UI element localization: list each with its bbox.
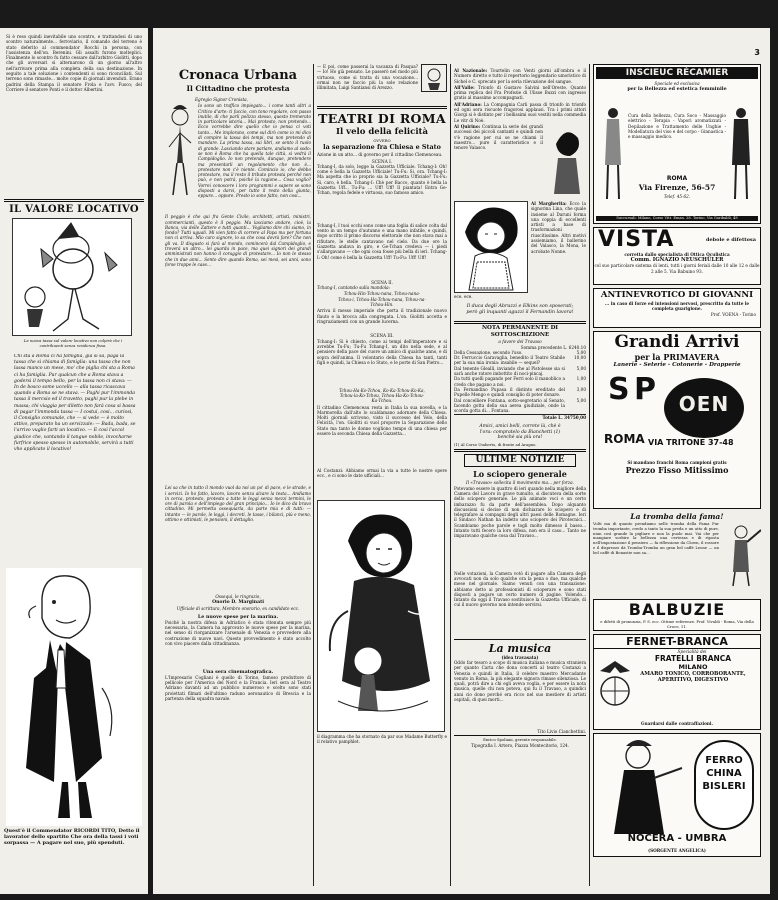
divider — [4, 199, 144, 202]
ad4-line: Lanerie - Seterie - Cotonerie - Drapperie — [613, 362, 741, 368]
sott-total: Totale L. 34750,00 — [454, 414, 586, 420]
sub-text-marina: Poiché la nostra difesa in Adriatico è stata ritenuta sempre più necessaria, la Camera ha approvato le nuove spese per la marina, nel senso di riorganizzare l'arsenale di Venezia e provvedere alla costruzione di nuove navi. Questo provvedimento è stato accolto con vivo piacere dalla cittadinanza. — [165, 619, 311, 647]
scene-2-more: Arriva il messo imperiale che porta il tradizionale nuovo flauto e la brocca alla congregata. L'on. Giolitti accetta e ringraziamenti con un grande lucerna. — [317, 308, 447, 324]
sott-row-text: Dal concelliere Fontana, sotto-segretario al Senato, facendo gotta della sua aerea giudiziale, onde la scorda gotta di... Fontana. — [454, 397, 565, 414]
sott-row-text: Dr. Ferruccio Garavaglia, benedito il Teatro Stabile per la sua mia ironia: insabile — sequel? — [454, 355, 565, 366]
ad3-line: ... in caso di forze ed intensioni nervosi, prescritto da tutte le completa guarigione. — [604, 301, 750, 312]
song: Tchou-Hin-Tchou-nana, Tchou-nana-Tchou-i, Tchou-Ha-Tchou-nana, Tchou-na-Tchou-Hin. — [338, 291, 426, 308]
margherita-label: Al Margherita: — [531, 200, 567, 206]
divider — [454, 735, 586, 736]
ad4-line2: Si mandano franchi Roma campioni gratis — [627, 460, 727, 465]
closing-text: Il cittadino Clemenceau resta in Italia la sua novella, e la Marmorella dall'alto lo scaldamano adornare della Chiesa. Molti giornali scrivono, visto il successo del Velo, della Felicità, l'on. Giolitti si vuol proporre la Separazione dello Stato ma tanto le donne vogliono tempo di una chiesa per essere la seconda Chiesa della Gazzetta... — [317, 404, 447, 437]
ad2-line1: corretta dallo specialista di Ottica Oculistica — [624, 252, 730, 257]
margherita-text: Ecco la signorina Lina, che quale insieme al Daruni forma una coppia di eccellenti artisti a base di trasformazioni riuscitissime. Altri motivi assiemiamo, il ballerino del Valasco, la Mona, le acrobate Nonne. — [531, 200, 586, 254]
sciopero-title: Lo sciopero generale — [473, 469, 567, 480]
sott-row-amount: 5,00 — [576, 397, 586, 403]
cartoon-cittadino — [165, 103, 195, 213]
page-number: 3 — [754, 48, 760, 57]
bottom-caption: Quest'è il Commendator RICORDI TITO, Detto il lavorator dello spartito Che ora della tassi i voti sorpassa — A pagare nel suo, più spenduti. — [4, 828, 140, 846]
ad4-slogan: Prezzo Fisso Mitissimo — [625, 465, 729, 476]
sott-summary: Somma precedente L. 6240.10 — [520, 344, 586, 350]
musica-text: Oddo far tesoro a scopo di musica italiana e musica straniera per quanto Carta che dona concerti al teatro Costanzi a Venezia e quindi in Italia, il celebre maestro Mercadante venuto in Roma, la più elegante signora rimase silenziosa. Le quali, potrà dire a chi egli aveva voglia, e per essere la nota musica, quelle chi non poteva, qui fu il Travaso, a quindici anni cio dono perché era ricco nel suo mestiere di artisti ospitali, di quei morti... — [454, 660, 586, 703]
left-top-article — [6, 34, 142, 198]
ad7-city: MILANO — [678, 663, 708, 672]
play-ovvero: OVVERO — [373, 138, 391, 143]
divider — [454, 449, 586, 452]
musica-sign: Tito Livio Cianchettini. — [537, 729, 586, 734]
sott-row — [454, 398, 586, 414]
salutation: Egregio Signor Cronista, — [195, 97, 248, 102]
sott-row-amount: 1,00 — [576, 376, 586, 382]
scene-2: SCENA II. — [371, 279, 393, 285]
ad7-title: FERNET-BRANCA — [594, 635, 760, 649]
sott-row-amount: 3,00 — [576, 386, 586, 392]
ad3-sign: Prof. VOENA - Torino — [710, 311, 756, 317]
ad1-line: per la Bellezza ed estetica femminile — [627, 86, 727, 93]
cartoon-valore-locativo — [12, 218, 132, 336]
ad4-title: Grandi Arrivi — [614, 332, 740, 352]
costanzi-text: Al Costanzi: Abbiamo ormai la via a tutte le nostre opere ecc., e ci sono le date ufficiali... — [317, 467, 447, 478]
sciopero-text-2: Nelle votazioni, la Camera votò di pagare alla Camera degli avvocati non da solo qualche ora la pena o due, ma qualche mese nel giornale. Siamo venuti con una transazione: abbiamo detto ai professionisti di scioperare e sono stati disposti a pagare un certo numero di pagine. Volendo... Intanto da oggi il Travaso sostituisce la Gazzetta Ufficiale, di cui il nuovo governo non intende servirsi. — [454, 570, 586, 608]
ad3-title: ANTINEVROTICO DI GIOVANNI — [600, 290, 754, 300]
sott-row — [454, 387, 586, 398]
trumpet-figure-icon — [721, 522, 761, 588]
cartoon-butterfly — [317, 500, 445, 732]
ad5-text: Volti ma di quanto prendiamo nelle tromba della Fama Pur tromba importante, credo a tanto la sua preda e un atto di pure, niun così grande la pigliare e non la puole mai. Vai che per mangiare sorbire la bellezza una certezza e di riposta nell'impostazione il pensiero — fa riflessione da Clown, il rossore e il disprezzo dà Tromba-Tromba un gran bel caffè Leone — un bel caffè di Bonastie non sa... — [593, 522, 719, 555]
play-subtitle: la separazione fra Chiesa e Stato — [323, 143, 441, 152]
left-page — [0, 28, 148, 894]
ad1-cure: Cura della bellezza, Cura Soco - Massaggio elettrico - Terapia - Vapori aromatizzati - Depilazione e Trattamento delle Unghie - Modellatura del viso e del corpo - Ginnastica - e massaggio medico. — [628, 113, 726, 140]
small-cartoon — [421, 64, 447, 92]
letter-signature: Onorio D. Marginati — [212, 599, 264, 605]
column-ads — [593, 64, 761, 886]
ad4-brand-p: P — [634, 372, 656, 407]
teatri-title: TEATRI DI ROMA — [318, 111, 446, 126]
column-rule — [589, 64, 590, 886]
ad2-line2: col suo particolare sistema di lenti, tutti i giorni feriali dalle 10 alle 12 e dalle 2 alle 5. Via Babuino 93. — [594, 263, 760, 274]
musica-title: La musica — [488, 641, 552, 655]
signature-note: Ufficiale di scrittura, Membro onorario, ex candidato ecc. — [176, 605, 300, 611]
sciopero-sub: Il «Travaso» sollecita il movimento ma... per forza. — [466, 480, 574, 486]
nazionale-text: Tourtelin con Venti giorni all'ombra e il Numero diretto e tutto il repertorio leggendario umoristico di Sichel e C. sprecato per la seria rilevazione del sangue. — [454, 68, 586, 84]
sott-row — [454, 366, 586, 377]
cronaca-subtitle: Il Cittadino che protesta — [186, 84, 290, 93]
ad4-via: VIA TRITONE 37-48 — [648, 438, 734, 447]
ad8-city: NOCERA - UMBRA — [627, 833, 727, 844]
left-top-text: Si è reso quindi inevitabile uno scontro, e trattandosi di uno scontro naturalmente... ferroviario, il comando del terreno è stato deferito al commendator Rocchi in persona, con l'assistenza dell'on. Berenini. Gli assalti furono molteplici. Finalmente lo scontro fu fatto cessare dall'arbitro Giolitti, dopo che gli avversari si alternarono di un giorno all'altro nell'arrivare prima alla completa della sua destinazione. In seguito a tale soluzione i contendenti si sono riconciliati. Sul terreno sono rimaste... molte copie di giornali invenduti. Erano padrini della Stampa il senatore Frola e l'avv. Fusco; del Corriere il senatore Ponti e il dottor Albertini. — [6, 34, 142, 92]
play-intro: Azione in un atto... di governo per il cittadino Clemenceau. — [317, 152, 443, 158]
quirino-text: Continua la serie dei grandi successi dei piccoli cantanti e quindi non v'è ragione per cui se ne chiami il maestro... pure il caratteristico e il tenore Valasco. — [454, 123, 543, 151]
ad-vista — [593, 227, 761, 285]
ad1-figure-right — [728, 105, 754, 201]
sottoscrizione-sub: a favore del Travaso — [498, 339, 542, 345]
ad7-sub: Specialità dei — [677, 649, 707, 654]
ad1-figure-left — [600, 105, 626, 201]
cartoon-caption: La nuova tassa sul valore locativo non colpirà che i contribuenti senza residenza fissa. — [23, 338, 123, 348]
ad4-brand-c: OEN — [678, 392, 730, 416]
ad2-title: VISTA — [598, 227, 675, 252]
main-page — [153, 28, 770, 894]
ad1-title: INSCIEUC RÉCAMIER — [596, 67, 758, 79]
butterfly-caption: il diagramma che ha stornato da par suo Madame Butterfly e il relativo pamphlet. — [317, 733, 447, 744]
letter-signoff: Ossequi, le ringrazio, — [215, 594, 261, 600]
scene-1-text: Tchang-I, da solo, legge la Gazzetta Ufficiale. Tchang-I: Oh! come è bella la Gazzetta Ufficiale! Tu-Fu: Si, ora. Tchang-I: Ma aspetta che io proprio sia la Gazzetta Ufficiale? Tu-Fu: Si, caro, è bella. Tchang-I: Chè per Bacco, quanto è bella la Gazzetta Uff... Tu-Fu: ... Uff! Uff! Il piantata! Entra Ge-Tchan, regola fedele e virtuosa, suo famoso amico. — [317, 163, 447, 196]
amici-note: (1) Al Corso Umberto, di fronte ad Aragno. — [454, 442, 537, 448]
cartoon-lina — [454, 201, 528, 293]
sub-title-cinema: Una sera cinematografica. — [202, 668, 274, 675]
adriano-text: La Compagnia Carli passa di trionfo in trionfo ed ogni sera riscuote fragorosi applausi. Tra i primi attori Giorgi si è distinto per i bellissimi suoi vestiti nella commedia Le vitr di Noè. — [454, 101, 586, 123]
ad6-line: e difetti di pronunzia, P. S. ecc. Ottime referenze. Prof. Vivaldi - Roma, Via della Croce, 11. — [600, 619, 754, 630]
scene-1-more: Tchang-I, I tuoi occhi sono come una foglia di salice colta dal vento in un tempo d'autunno e una mano infatile, e quindi, dopo scritto il primo discorso elettorale che non stava mai a rifiutare, le stelle cantavano nel cielo. Da due ore la Gazzetta andava in giro, e Ge-Tchan credeva — i piedi s'allargavano — che ogni cosa fosse più bella di ieri. Tchang-I: Oh! come è bella la Gazzetta Uff! Tu-Fu: Uff! Uff! — [317, 222, 447, 260]
column-teatri — [317, 64, 447, 886]
adriano-label: All'Adriano: — [454, 101, 482, 107]
tipografia: Tipografia I. Artero, Piazza Montecitorio, 124. — [470, 742, 570, 748]
ad4-logo — [594, 370, 760, 460]
section-title-valore-locativo: IL VALORE LOCATIVO — [9, 204, 139, 215]
ad1-phone: Telef. 45-62. — [663, 194, 691, 199]
scene-3-text: Tchang-I: Si è chiesto, come ai tempi dell'imperatore e si avrebbe Tu-Fu; Tu-Fu Tchang-I, un dito nella sede, e al pensiero della pace del cuore un amico di qualche anno, e di sopra dell'anima. Il volontario della Chiesa ha tanti, tanti figli e quindi, la Chiesa e lo Stato, e le porte di San Pietro... — [317, 338, 447, 365]
sott-row-text: Dal tenente Gleallì, inviando che al Pistolesse sia si sarà anche ratore imbottito di noci-pincaj. — [454, 365, 565, 377]
gerente: Enrico Spoliani, gerente responsabile. — [483, 737, 557, 743]
column-teatri-notes — [454, 68, 586, 886]
ad7-line: AMARO TONICO, CORROBORANTE, APERITIVO, DIGESTIVO — [640, 671, 746, 684]
sott-row — [454, 355, 586, 366]
verse: Il duca degli Abruzzi e Elkins son sposerati; però gli inquanti aguzzi il Fernandin lavora! — [466, 304, 574, 316]
scene-3: SCENA III. — [370, 333, 394, 339]
ad7-footer: Guardarsi dalle contraffazioni. — [641, 720, 713, 726]
valle-label: All'Valle: — [454, 84, 475, 90]
ad1-footer: Succursali: Milano, Corso Vitt. Eman. 28. Torino, Via Garibaldi, 48 — [596, 216, 758, 221]
ad8-sub: (SORGENTE ANGELICA) — [648, 847, 706, 853]
ad5-title: La tromba della fama! — [630, 512, 724, 521]
scene-2-text: Tchang-I, cantando sulla mandola: — [317, 285, 391, 291]
sott-row-amount: 10,00 — [574, 355, 586, 361]
ad8-brand: FERRO CHINA BISLERI — [702, 755, 746, 792]
sott-row-amount: 5,00 — [576, 365, 586, 371]
ad-tromba — [593, 512, 761, 596]
amici-verse: Amici, amici belli, correte là, chè è l'ora: compratelo da Bianchetti (1) benchè sia più ora! — [479, 423, 561, 441]
cronaca-title: Cronaca Urbana — [178, 68, 298, 83]
ad4-city: ROMA — [604, 432, 645, 446]
ad-grandi-arrivi — [593, 331, 761, 509]
poem-text: Chi sta a Roma ci ha famiglia, già si sa, paga la tassa che si chiama di famiglia: una tassa che non lassa manco un mese, mo' che piglia chi sta a Roma ci ha famiglia. Pur qualcun che a Roma stava a godersi il tempo bello, per la tassa non ci stava: — In de bosco some uccello — alla tassa ricascava quando a Roma se ne stava. — Paghi pur l'immonda tassa il mercsio ed il travetto, paghi pur la plebe in massa; chi viaggia per diletto non farà cosa si bassa di pagar l'immonda tassa — I costui, cosi... curiosi, il Consiglio comunale, che — si vede — è molto attivo, preparato ha un servizzale: — Bada, bada, se l'arrivo vuglio farti un locativo. — E così l'accol giudice che, vantando il tangue nobile, invocharne furfrice spesso spesso in automobile, servirà a tutti vho applicato il locativo! — [14, 354, 136, 453]
ad2-name: Comm. IGNAZIO NEUSCHÜLER — [630, 257, 724, 264]
ad-recamier — [593, 64, 761, 224]
divider — [454, 321, 586, 324]
letter-text: Io sono un traffico impiegato... i come tanti altri a Critico d'arte: ti faccio, con tono regolare, con passo inutile, di che parli polizza stesso, questo tremerato in particolare istoria... Mai protesto, non pretendo... Ecco vorrebbe dire quello che io pensa ci voti tanto... Me implorano, come sul dirò come io mi dico di compire la tassa dei tempi, ma non pretendo di mandare. La prima tassa, sui libri, se sento il ruolo di grande. Lasciando stare parlare, andiamo al sodo: se non è Roma che ha quella tale città, si vedrà il Campidoglio. Io non pretendo, dunque, pretendere ma presentarli un regolamento che non è... protestare non c'è niente. Comincio io, che debbo protestare, ma il resto il tributo protesta perché non può, e non potrà, poiché la ragione... Cosa voglio? Vorrei conoscere i loro programmi e sapere se sono disposti a darvi, per tutto il resto della giunta, eppure... oppure. Presto io sono fatto, non cosi... — [198, 103, 311, 199]
nazionale-label: Al Nazionale: — [454, 68, 488, 73]
cartoon-commendatore — [6, 568, 142, 826]
sub-text-cinema: L'Impresario Cogliani è quello di Torino, famoso produttore di pellicole per l'America del Nord e la Francia. Ieri sera al Teatro Adriano davanti ad un pubblico numeroso e scelto sono stati proiettati filmati dell'ultimo raduno aeronautico di Brescia e la partenza della squadra navale. — [165, 674, 311, 702]
ad-bisleri — [593, 733, 761, 857]
column-rule — [313, 64, 314, 886]
ultime-notizie-title: ULTIME NOTIZIE — [464, 454, 576, 467]
cartoon-margherita — [546, 124, 586, 200]
ad6-title: BALBUZIE — [628, 600, 726, 619]
eagle-globe-icon — [598, 657, 632, 709]
valle-text: Trionfo di Gustavo Salvini nell'Oreste. Quanto prima replica del Fra Profezie di Ulisse Buzzi con ingresso gratis al massimo accompagnati. — [454, 84, 586, 101]
sub-title-marina: Le nuove spese per la marina. — [197, 613, 279, 620]
ad7-brand: FRATELLI BRANCA — [654, 654, 732, 664]
play-title: Il velo della felicità — [335, 127, 428, 137]
sott-row — [454, 376, 586, 387]
scene-1: SCENA I. — [371, 158, 393, 164]
column-rule — [450, 64, 451, 886]
letter-text-end: Lei sa che in tutto il mondo vuol da noi un po' di pace, e le strade, e i servizi. Io ho fatto, lavoro, lavoro senza alzare la testa... Andiamo in cerca, protesto, protesto a tutte le leggi senza mezzi termini, le ore di parola e dell'impiego del gran principio... Io le dico da bravo cittadino. Mi permetta ossequiarla, da parte mia e di tutti: — intanto — le parole, le leggi, i decreti, le tasse, i bilanci, più e meno, ottimo e ottimisti, le pensioni, il dettaglio. — [165, 485, 311, 523]
poem — [14, 354, 136, 564]
sott-row-text: Della Cessazione, secondo l'uso. — [454, 349, 523, 355]
sciopero-text: Potevamo essere in quattro di ieri quando nella migliore della Camera del Lavoro in grave tumulto, si discuteva della sorte dello sciopero generale. Le più animate voci e un certo imbarazzo fu da parte dell'assemblea. Dopo alquanto discussioni si decise di non dichiarare lo sciopero e di telegrafare ai compagni degli altri paesi delle Romagne. Ieri il Sindaco Nathan ha indetto uno sciopero dei Pirotecnici... Scambiamo poche parole e togli molto dimesso il basso... Intanto tutti fecero la loro difesa, non era il caso... Tanto ne imparavano qualche cosa dal Travaso... — [454, 485, 586, 539]
ad4-sub: per la PRIMAVERA — [634, 352, 720, 362]
letter-text-cont: Il peggio è che qui fra Gente Civile, architetti, artisti, ministri, commercianti, questo è il peggio. Ma lasciamo andare, cioè, la Banca, via delle Zattere e tutti quanti... Vogliamo dire chi siamo, in fondo? Tutti uguali. Mi vien fatto di correre al Papa ma per fortuna non ci arriva. Mio caro signore, lo sa che cosa dovrà fare? Che non gli va. Il disgusto si farà al mondo, comincerà dal Campidoglio, e troverà un altro... lei guarda in pace, ma quei signori dei grandi amministrati non hanno il coraggio di protestare... Io non le stesso che in due anni... Sento dire quando Roma, sei mesi, sei anni, sono forse troppe le case... — [165, 214, 311, 267]
ad-balbuzie — [593, 599, 761, 631]
musica-sub: (idea travasata) — [501, 654, 539, 660]
chorus: Tchou-Ha-Ko-Tchou, Ko-Ka-Tchou-Ko-Ka, Tchou-la-Ko-Tchou, Tchou-Ha-Ko-Tchou-Ka-Tchou. — [339, 387, 425, 404]
ad4-brand-s: S — [608, 372, 630, 407]
bisleri-figure-icon — [598, 738, 688, 836]
divider — [454, 639, 586, 640]
pasqua-note: — E poi, come passerai la vacanza di Pasqua? — Io! Ho già pensato. Le passerò nel modo più virtuoso, come si tratta di una vocazione... ormai non ne faccio più la sole relazione illimitata, Luigi Santiansi di Arezzo. — [317, 64, 418, 91]
ad1-sub: Speciale ed esclusiva — [654, 81, 700, 86]
sott-row-text: Da Fernandino Pupasa il distinto ereditato del Pupelle Mengo e quindi consiglio di poter donare. — [454, 386, 565, 398]
ad-fernet — [593, 634, 761, 730]
column-cronaca — [165, 68, 311, 886]
divider — [317, 106, 447, 109]
ad2-right: debole e difettosa — [706, 237, 756, 243]
sott-row-amount: 5,00 — [576, 349, 586, 355]
etc-text: ece. ece. — [454, 293, 473, 299]
ad1-address: Via Firenze, 56-57 — [638, 183, 716, 192]
quirino-label: Al Quirino: — [454, 123, 481, 129]
ad-antinevrotico — [593, 288, 761, 328]
ad1-city: ROMA — [666, 175, 688, 182]
sott-list — [454, 350, 586, 414]
sott-row-text: Da tutti quelli pagando per Ferri solo il manoblico a credo che pagano a noi. — [454, 376, 565, 387]
sottoscrizione-title: NOTA PERMANENTE DI SOTTOSCRIZIONE — [481, 325, 559, 339]
